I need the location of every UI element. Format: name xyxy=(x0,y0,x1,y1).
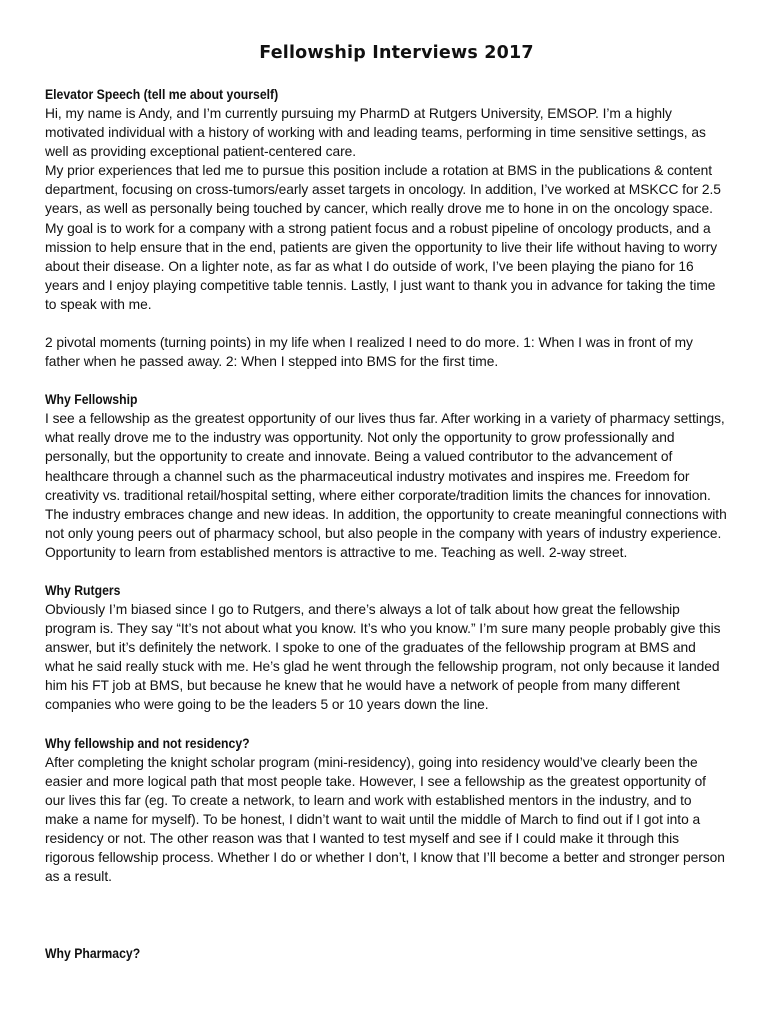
section-elevator-speech xyxy=(45,85,728,371)
elevator-paragraph-intro: Hi, my name is Andy, and I’m currently pursuing my PharmD at Rutgers University, EMSOP. I’m a highly motivated individual with a history of working with and leading teams, performing in time sensitive settings, as well as providing exceptional patient-centered care. xyxy=(45,106,706,160)
section-heading-why-pharmacy: Why Pharmacy? xyxy=(45,946,141,962)
spacer xyxy=(45,715,728,734)
section-why-not-residency xyxy=(45,734,728,887)
section-heading-why-rutgers: Why Rutgers xyxy=(45,582,121,598)
spacer xyxy=(45,562,728,581)
document-title: Fellowship Interviews 2017 xyxy=(259,43,534,63)
spacer xyxy=(45,314,728,333)
why-fellowship-paragraph: I see a fellowship as the greatest opportunity of our lives thus far. After working in a variety of pharmacy settings, what really drove me to the industry was opportunity. Not only the opportunity to grow professionally and personally, but the opportunity to create and innovate. Being a valued contributor to the advancement of healthcare through a channel such as the pharmaceutical industry motivates and inspires me. Freedom for creativity vs. traditional retail/hospital setting, where either corporate/tradition limits the chances for innovation. The industry embraces change and new ideas. In addition, the opportunity to create meaningful connections with not only young peers out of pharmacy school, but also people in the company with years of industry experience. Opportunity to learn from established mentors is attractive to me. Teaching as well. 2-way street. xyxy=(45,411,727,560)
section-heading-why-not-residency: Why fellowship and not residency? xyxy=(45,735,250,751)
section-why-fellowship xyxy=(45,390,728,562)
why-not-residency-paragraph: After completing the knight scholar program (mini-residency), going into residency would’ve clearly been the easier and more logical path that most people take. However, I see a fellowship as the greatest opportunity of our lives this far (eg. To create a network, to learn and work with established mentors in the industry, and to make a name for myself). To be honest, I didn’t want to wait until the middle of March to find out if I got into a residency or not. The other reason was that I wanted to test myself and see if I could make it through this rigorous fellowship process. Whether I do or whether I don’t, I know that I’ll become a better and stronger person as a result. xyxy=(45,754,725,885)
elevator-paragraph-pivotal-moments: 2 pivotal moments (turning points) in my life when I realized I need to do more. 1: When I was in front of my father when he passed away. 2: When I stepped into BMS for the first time. xyxy=(45,335,693,370)
why-rutgers-paragraph: Obviously I’m biased since I go to Rutgers, and there’s always a lot of talk about how great the fellowship program is. They say “It’s not about what you know. It’s who you know.” I’m sure many people probably give this answer, but it’s definitely the network. I spoke to one of the graduates of the fellowship program at BMS and what he said really stuck with me. He’s glad he went through the fellowship program, not only because it landed him his FT job at BMS, but because he knew that he would have a network of people from many different companies who were going to be the leaders 5 or 10 years down the line. xyxy=(45,601,721,713)
section-why-rutgers xyxy=(45,581,728,715)
section-heading-why-fellowship: Why Fellowship xyxy=(45,392,138,408)
spacer xyxy=(45,371,728,390)
elevator-paragraph-experience: My prior experiences that led me to pursue this position include a rotation at BMS in the publications & content department, focusing on cross-tumors/early asset targets in oncology. In addition, I’ve worked at MSKCC for 2.5 years, as well as personally being touched by cancer, which really drove me to hone in on the oncology space. My goal is to work for a company with a strong patient focus and a robust pipeline of oncology products, and a mission to help ensure that in the end, patients are given the opportunity to live their life without having to worry about their disease. On a lighter note, as far as what I do outside of work, I’ve been playing the piano for 16 years and I enjoy playing competitive table tennis. Lastly, I just want to thank you in advance for taking the time to speak with me. xyxy=(45,163,721,312)
section-heading-elevator: Elevator Speech (tell me about yourself) xyxy=(45,87,279,102)
section-why-pharmacy xyxy=(45,944,728,963)
spacer xyxy=(45,886,728,944)
